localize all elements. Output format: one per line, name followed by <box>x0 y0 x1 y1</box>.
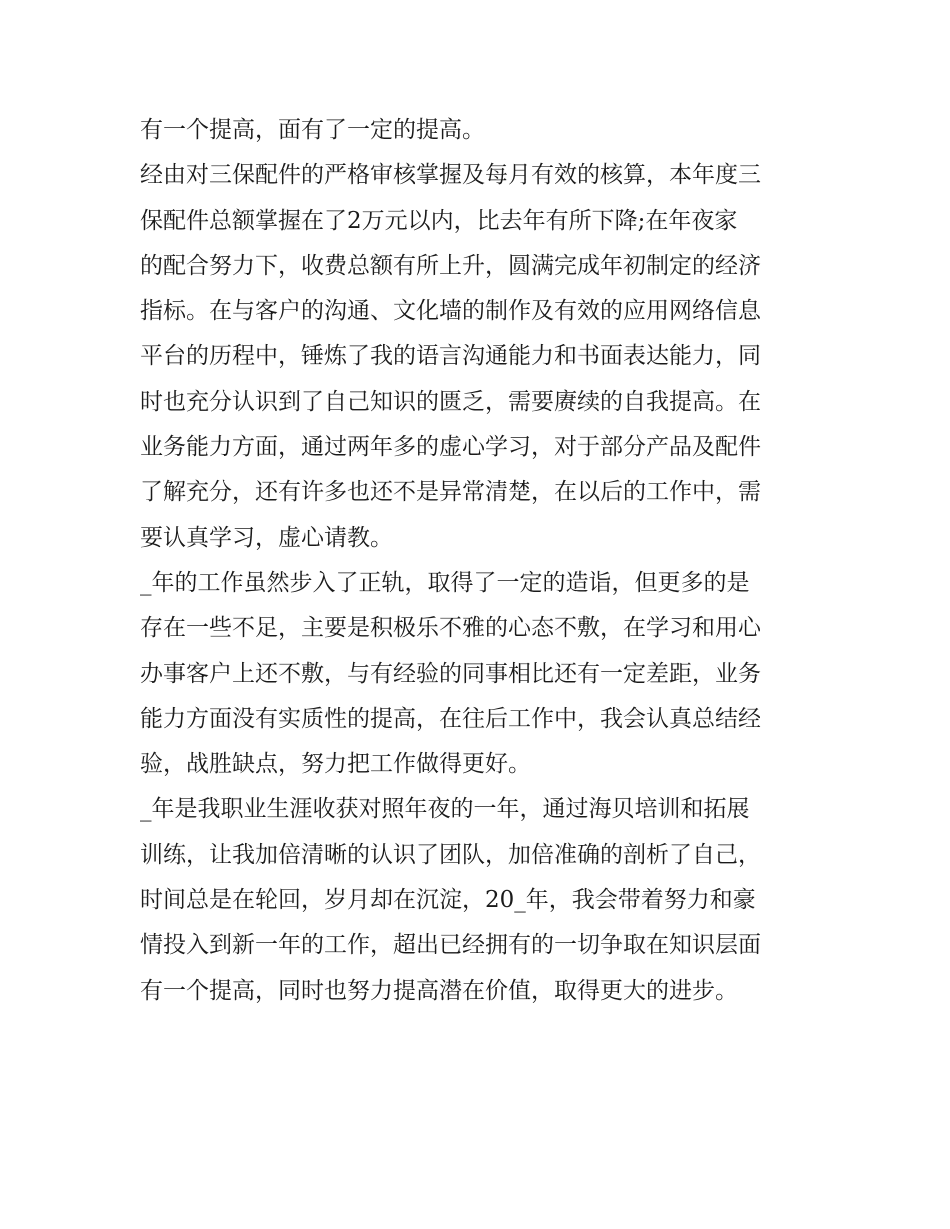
text-line: 有一个提高，面有了一定的提高。 <box>140 117 485 143</box>
text-line: 时也充分认识到了自己知识的匮乏，需要赓续的自我提高。在 <box>140 388 761 415</box>
text-line: 了解充分，还有许多也还不是异常清楚，在以后的工作中，需 <box>140 479 761 506</box>
text-line: 能力方面没有实质性的提高，在往后工作中，我会认真总结经 <box>140 705 761 732</box>
text-line: 有一个提高，同时也努力提高潜在价值，取得更大的进步。 <box>140 977 738 1004</box>
text-line: 验，战胜缺点，努力把工作做得更好。 <box>140 751 531 778</box>
text-line: 办事客户上还不敷，与有经验的同事相比还有一定差距，业务 <box>140 660 761 687</box>
document-body <box>140 108 820 1014</box>
text-line: 指标。在与客户的沟通、文化墙的制作及有效的应用网络信息 <box>140 298 761 325</box>
text-line: 训练，让我加倍清晰的认识了团队，加倍准确的剖析了自己， <box>140 841 761 868</box>
text-line: _年是我职业生涯收获对照年夜的一年，通过海贝培训和拓展 <box>140 796 750 823</box>
text-line: 时间总是在轮回，岁月却在沉淀，20_年，我会带着努力和豪 <box>140 887 756 914</box>
text-line: 要认真学习，虚心请教。 <box>140 524 393 551</box>
text-line: 保配件总额掌握在了2万元以内，比去年有所下降;在年夜家 <box>140 207 738 234</box>
text-line: 平台的历程中，锤炼了我的语言沟通能力和书面表达能力，同 <box>140 343 761 370</box>
text-line: 情投入到新一年的工作，超出已经拥有的一切争取在知识层面 <box>140 932 761 959</box>
text-line: _年的工作虽然步入了正轨，取得了一定的造诣，但更多的是 <box>140 569 750 596</box>
text-line: 业务能力方面，通过两年多的虚心学习，对于部分产品及配件 <box>140 434 761 461</box>
text-line: 经由对三保配件的严格审核掌握及每月有效的核算，本年度三 <box>140 162 761 189</box>
text-line: 的配合努力下，收费总额有所上升，圆满完成年初制定的经济 <box>140 252 761 279</box>
text-line: 存在一些不足，主要是积极乐不雅的心态不敷，在学习和用心 <box>140 615 761 642</box>
